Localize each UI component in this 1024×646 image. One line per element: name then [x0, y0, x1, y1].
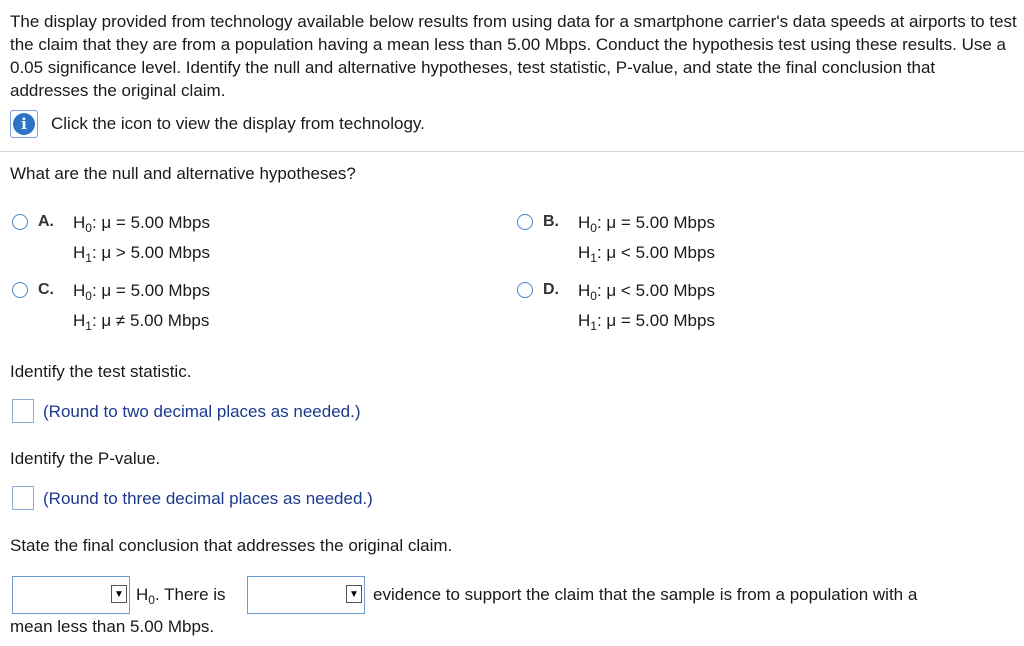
info-text: Click the icon to view the display from technology.: [51, 114, 425, 133]
option-b-h1: $H_1$: μ < 5.00 Mbps: [578, 243, 715, 265]
option-d-h1: $H_1$: μ = 5.00 Mbps: [578, 311, 715, 333]
hypotheses-question: What are the null and alternative hypotheses?: [10, 164, 356, 183]
option-b-letter: B.: [543, 213, 559, 230]
test-statistic-input[interactable]: [12, 399, 34, 423]
info-icon: i: [13, 113, 35, 135]
conclusion-h0-text: $H_0$. There is: [136, 585, 226, 607]
p-value-question: Identify the P-value.: [10, 449, 161, 468]
option-d-radio[interactable]: [517, 282, 533, 298]
conclusion-question: State the final conclusion that addresses the original claim.: [10, 536, 453, 555]
option-a-radio[interactable]: [12, 214, 28, 230]
option-b-radio[interactable]: [517, 214, 533, 230]
problem-statement: The display provided from technology available below results from using data for a smartphone carrier's data speeds at airports to test the claim that they are from a population having a mean less than 5.00 Mbps. Conduct the hypothesis test using these results. Use a 0.05 significance level. Identify the null and alternative hypotheses, test statistic, P-value, and state the final conclusion that addresses the original claim.: [10, 12, 1017, 100]
option-a-h1: $H_1$: μ > 5.00 Mbps: [73, 243, 210, 265]
info-row: [10, 109, 425, 139]
option-c-h1: $H_1$: μ ≠ 5.00 Mbps: [73, 311, 210, 333]
evidence-dropdown[interactable]: [247, 576, 365, 614]
section-divider: [0, 151, 1024, 152]
option-a-letter: A.: [38, 213, 54, 230]
test-statistic-question: Identify the test statistic.: [10, 362, 192, 381]
test-statistic-hint: (Round to two decimal places as needed.): [43, 402, 361, 421]
option-c-h0: $H_0$: μ = 5.00 Mbps: [73, 281, 210, 303]
p-value-input[interactable]: [12, 486, 34, 510]
conclusion-tail-2: mean less than 5.00 Mbps.: [10, 617, 215, 636]
reject-decision-dropdown[interactable]: [12, 576, 130, 614]
option-d-letter: D.: [543, 281, 559, 298]
option-a-h0: $H_0$: μ = 5.00 Mbps: [73, 213, 210, 235]
option-b-h0: $H_0$: μ = 5.00 Mbps: [578, 213, 715, 235]
option-c-letter: C.: [38, 281, 54, 298]
dropdown-arrow-icon[interactable]: ▼: [111, 585, 127, 603]
p-value-hint: (Round to three decimal places as needed.): [43, 489, 373, 508]
dropdown-arrow-icon[interactable]: ▼: [346, 585, 362, 603]
info-button[interactable]: [10, 110, 38, 138]
option-d-h0: $H_0$: μ < 5.00 Mbps: [578, 281, 715, 303]
option-c-radio[interactable]: [12, 282, 28, 298]
conclusion-tail-1: evidence to support the claim that the sample is from a population with a: [373, 585, 918, 604]
